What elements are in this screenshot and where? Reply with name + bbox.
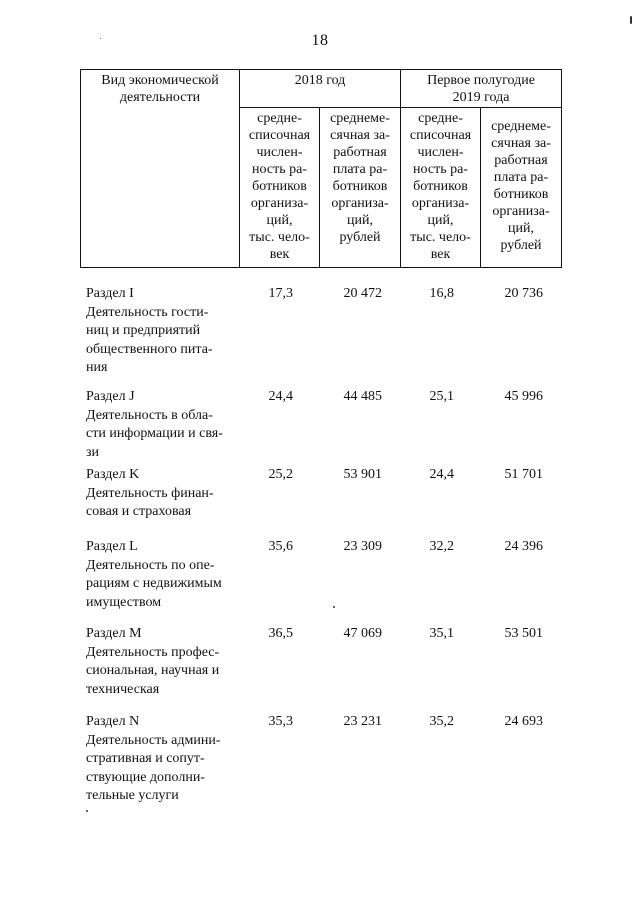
scan-speck — [100, 38, 101, 39]
row-salary-2018: 20 472 — [343, 286, 382, 301]
row-headcount-2018: 35,6 — [268, 539, 293, 554]
header-half-year-2019: Первое полугодие 2019 года — [427, 73, 535, 105]
row-salary-2019: 20 736 — [504, 286, 543, 301]
row-section-label: Раздел J Деятельность в обла- сти информации и свя- зи — [86, 389, 223, 460]
row-salary-2018: 23 231 — [343, 714, 382, 729]
page-number: 18 — [311, 32, 329, 49]
header-divider-subheader — [239, 107, 562, 108]
header-headcount-2018: средне- списочная числен- ность ра- ботников организа- ций, тыс. чело- век — [248, 111, 311, 262]
row-headcount-2019: 32,2 — [429, 539, 454, 554]
row-section-label: Раздел I Деятельность гости- ниц и предприятий общественного пита- ния — [86, 286, 213, 375]
row-section-label: Раздел K Деятельность финан- совая и страховая — [86, 467, 214, 519]
header-salary-2018: среднеме- сячная за- работная плата ра- ботников организа- ций, рублей — [330, 111, 390, 245]
row-salary-2019: 24 693 — [504, 714, 543, 729]
header-border-top — [80, 69, 562, 70]
header-year-2018: 2018 год — [294, 73, 346, 88]
row-headcount-2019: 35,1 — [429, 626, 454, 641]
scan-speck — [86, 810, 88, 812]
row-headcount-2018: 25,2 — [268, 467, 293, 482]
scan-speck — [630, 16, 632, 24]
row-section-label: Раздел N Деятельность админи- стративная и сопут- ствующие дополни- тельные услуги — [86, 714, 221, 803]
row-section-label: Раздел L Деятельность по опе- рациям с недвижимым имуществом — [86, 539, 222, 610]
row-salary-2018: 53 901 — [343, 467, 382, 482]
row-salary-2018: 23 309 — [343, 539, 382, 554]
scan-speck — [333, 606, 335, 608]
row-headcount-2019: 24,4 — [429, 467, 454, 482]
row-salary-2018: 44 485 — [343, 389, 382, 404]
header-border-right — [561, 69, 562, 268]
row-headcount-2018: 24,4 — [268, 389, 293, 404]
row-salary-2019: 45 996 — [504, 389, 543, 404]
row-headcount-2019: 25,1 — [429, 389, 454, 404]
header-activity: Вид экономической деятельности — [101, 73, 219, 105]
row-salary-2019: 51 701 — [504, 467, 543, 482]
header-salary-2019: среднеме- сячная за- работная плата ра- ботников организа- ций, рублей — [491, 119, 551, 253]
row-headcount-2019: 16,8 — [429, 286, 454, 301]
row-salary-2018: 47 069 — [343, 626, 382, 641]
row-section-label: Раздел M Деятельность профес- сиональная, научная и техническая — [86, 626, 220, 697]
row-headcount-2018: 17,3 — [268, 286, 293, 301]
row-headcount-2018: 36,5 — [268, 626, 293, 641]
row-salary-2019: 24 396 — [504, 539, 543, 554]
header-border-bottom — [80, 267, 562, 268]
row-headcount-2019: 35,2 — [429, 714, 454, 729]
row-headcount-2018: 35,3 — [268, 714, 293, 729]
row-salary-2019: 53 501 — [504, 626, 543, 641]
header-headcount-2019: средне- списочная числен- ность ра- ботников организа- ций, тыс. чело- век — [409, 111, 472, 262]
